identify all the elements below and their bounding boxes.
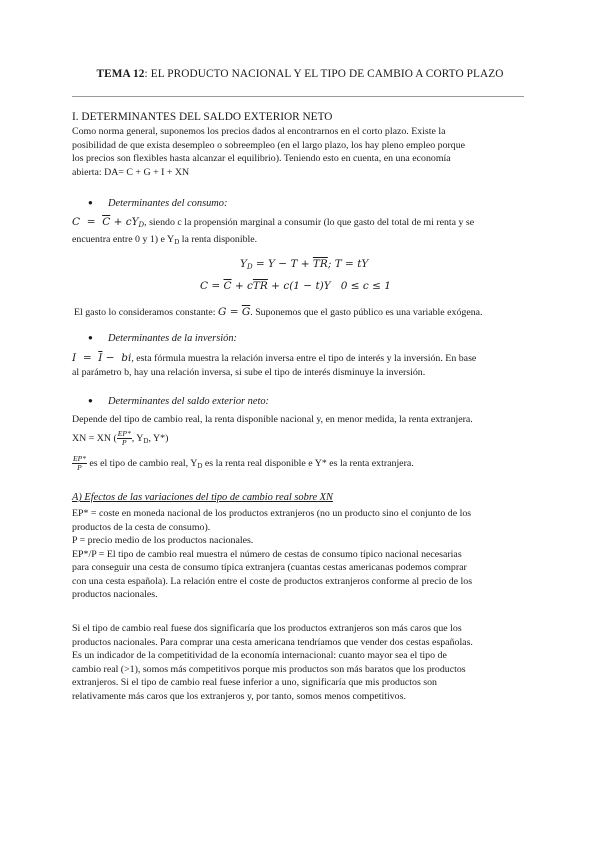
title-rest: : EL PRODUCTO NACIONAL Y EL TIPO DE CAMBIO A CORTO PLAZO bbox=[144, 68, 504, 80]
paragraph-line: extranjeros. Si el tipo de cambio real fuese inferior a uno, significaría que mis productos son bbox=[72, 677, 437, 688]
consumo-line-2 bbox=[72, 233, 528, 250]
exchange-rate-fraction bbox=[72, 455, 87, 472]
equation-consumption: $C = \overline{C} + c\overline{TR} + c(1 - t)Y$ 0 ≤ c ≤ 1 bbox=[200, 280, 391, 292]
paragraph-line: para conseguir una cesta de consumo típica extranjera (cuantas cestas americanas podemos comprar bbox=[72, 562, 467, 573]
consumo-line1-text: , siendo c la propensión marginal a consumir (lo que gasto del total de mi renta y se bbox=[144, 217, 475, 228]
fraction-numerator: EP* bbox=[117, 429, 131, 439]
page-title bbox=[72, 68, 528, 80]
xn-sub-d: D bbox=[143, 437, 149, 445]
inversion-line1-text: , esta fórmula muestra la relación inversa entre el tipo de interés y la inversión. En base bbox=[131, 353, 477, 364]
explain-text-a: es el tipo de cambio real, Y bbox=[86, 458, 198, 469]
inversion-formula: $I = \overline{I}$ − bi bbox=[72, 352, 132, 364]
xn-equation bbox=[72, 428, 528, 452]
intro-paragraph bbox=[72, 125, 528, 179]
consumo-line2-text: encuentra entre 0 y 1) e Y bbox=[72, 233, 175, 245]
gasto-formula: $G = \overline{G}$ bbox=[217, 306, 251, 318]
consumo-line2-sub: D bbox=[174, 237, 180, 246]
intro-line: abierta: DA= C + G + I + XN bbox=[72, 166, 190, 178]
paragraph-line: EP*/P = El tipo de cambio real muestra el número de cestas de consumo típico nacional necesarias bbox=[72, 548, 462, 560]
fraction-numerator: EP* bbox=[73, 454, 86, 464]
inversion-line-2: al parámetro b, hay una relación inversa, si sube el tipo de interés disminuye la inversión. bbox=[72, 366, 426, 378]
title-tema: TEMA 12 bbox=[96, 68, 145, 80]
bullet-dot-icon: ● bbox=[88, 333, 93, 342]
bullet-dot-icon: ● bbox=[88, 396, 93, 405]
sectionA-paragraph-2 bbox=[72, 622, 528, 703]
consumo-paragraph bbox=[72, 216, 528, 249]
explain-sub-d: D bbox=[197, 462, 203, 470]
equation-yd: $Y_D = Y - T + \overline{TR}$; T = tY bbox=[240, 258, 369, 271]
fraction-denominator: P bbox=[77, 463, 82, 473]
paragraph-line: productos de la cesta de consumo). bbox=[72, 521, 211, 533]
bullet-saldo bbox=[88, 396, 269, 407]
intro-line: los precios son flexibles hasta alcanzar el equilibrio). Teniendo esto en cuenta, en una economía bbox=[72, 153, 451, 164]
xn-tail: , Y*) bbox=[148, 433, 169, 444]
xn-post: , Y bbox=[131, 433, 144, 444]
paragraph-line: cambio real (>1), somos más competitivos porque mis productos son más baratos que los productos bbox=[72, 663, 466, 675]
paragraph-line: relativamente más caros que los extranjeros y, por tanto, somos menos competitivos. bbox=[72, 690, 406, 702]
consumo-line-1 bbox=[72, 216, 528, 233]
paragraph-line: Es un indicador de la competitividad de la economía internacional: cuanto mayor sea el tipo de bbox=[72, 650, 447, 661]
inversion-paragraph bbox=[72, 352, 528, 379]
consumo-line2-rest: la renta disponible. bbox=[179, 233, 258, 245]
exchange-rate-fraction bbox=[117, 430, 132, 447]
saldo-explanation bbox=[72, 453, 528, 477]
sectionA-paragraph-1 bbox=[72, 507, 528, 602]
saldo-line-1: Depende del tipo de cambio real, la renta disponible nacional y, en menor medida, la renta extranjera. bbox=[72, 414, 473, 425]
title-divider bbox=[72, 96, 524, 97]
intro-line: posibilidad de que exista desempleo o sobreempleo (en el largo plazo, los hay pleno empleo porque bbox=[72, 139, 466, 151]
paragraph-line: productos nacionales. bbox=[72, 589, 158, 600]
gasto-text-pre: El gasto lo consideramos constante: bbox=[74, 307, 218, 318]
intro-line: Como norma general, suponemos los precios dados al encontrarnos en el corto plazo. Existe la bbox=[72, 126, 446, 137]
paragraph-line: P = precio medio de los productos nacionales. bbox=[72, 535, 254, 546]
consumo-formula: $C = \overline{C} + cY_D$ bbox=[72, 216, 145, 229]
paragraph-line: productos nacionales. Para comprar una cesta americana tendríamos que vender dos cestas españolas. bbox=[72, 636, 473, 648]
gasto-text-post: . Suponemos que el gasto público es una variable exógena. bbox=[250, 307, 483, 318]
paragraph-line: EP* = coste en moneda nacional de los productos extranjeros (no un producto sino el conjunto de los bbox=[72, 508, 472, 519]
bullet-inversion-label: Determinantes de la inversión: bbox=[108, 333, 237, 344]
paragraph-line: Si el tipo de cambio real fuese dos significaría que los productos extranjeros son más caros que los bbox=[72, 623, 462, 634]
subsection-heading: A) Efectos de las variaciones del tipo de cambio real sobre XN bbox=[72, 492, 333, 503]
bullet-consumo bbox=[88, 198, 227, 209]
gasto-paragraph bbox=[74, 306, 530, 320]
fraction-denominator: P bbox=[121, 438, 127, 448]
bullet-inversion bbox=[88, 333, 237, 344]
bullet-dot-icon: ● bbox=[88, 198, 93, 207]
explain-text-b: es la renta real disponible e Y* es la renta extranjera. bbox=[202, 458, 414, 469]
section-heading: I. DETERMINANTES DEL SALDO EXTERIOR NETO bbox=[72, 111, 333, 123]
paragraph-line: con una cesta española). La relación entre el coste de productos extranjeros conforme al precio de los bbox=[72, 575, 473, 587]
bullet-saldo-label: Determinantes del saldo exterior neto: bbox=[108, 396, 270, 407]
inversion-line-1 bbox=[72, 352, 528, 366]
bullet-consumo-label: Determinantes del consumo: bbox=[108, 198, 228, 209]
xn-pre: XN = XN ( bbox=[72, 433, 117, 444]
